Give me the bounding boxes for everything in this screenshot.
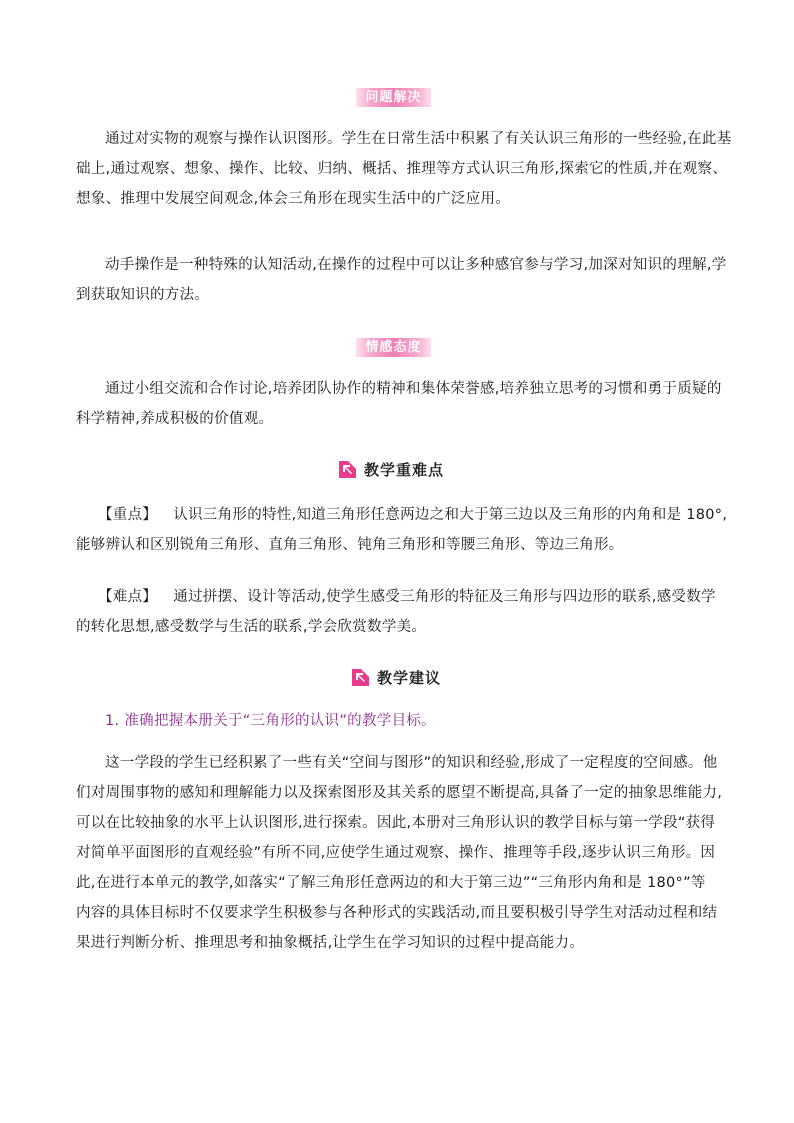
focus-text: 认识三角形的特性,知道三角形任意两边之和大于第三边以及三角形的内角和是 180°,: [173, 507, 728, 523]
heading-key-difficult-points: [339, 458, 444, 480]
subheading-1: 1. 准确把握本册关于“三角形的认识”的教学目标。: [105, 713, 436, 729]
text-line: [76, 582, 724, 612]
text-line: 通过小组交流和合作讨论,培养团队协作的精神和集体荣誉感,培养独立思考的习惯和勇于质疑的: [105, 381, 722, 397]
text-line: 此,在进行本单元的教学,如落实“了解三角形任意两边的和大于第三边”“三角形内角和是 180°”等: [76, 875, 706, 891]
text-line: 内容的具体目标时不仅要求学生积极参与各种形式的实践活动,而且要积极引导学生对活动过程和结: [76, 905, 718, 921]
text-line: 能够辨认和区别锐角三角形、直角三角形、钝角三角形和等腰三角形、等边三角形。: [76, 537, 624, 553]
heading-text: 教学建议: [377, 668, 442, 687]
text-line: 通过对实物的观察与操作认识图形。学生在日常生活中积累了有关认识三角形的一些经验,在此基: [105, 131, 732, 147]
text-line: 想象、推理中发展空间观念,体会三角形在现实生活中的广泛应用。: [76, 191, 511, 207]
text-line: 这一学段的学生已经积累了一些有关“空间与图形”的知识和经验,形成了一定程度的空间感。他: [105, 755, 718, 771]
text-line: 们对周围事物的感知和理解能力以及探索图形及其关系的愿望不断提高,具备了一定的抽象思维能力,: [76, 785, 723, 801]
difficulty-paragraph: [76, 582, 724, 642]
difficulty-text: 通过拼摆、设计等活动,使学生感受三角形的特征及三角形与四边形的联系,感受数学: [173, 589, 716, 605]
text-line: 的转化思想,感受数学与生活的联系,学会欣赏数学美。: [76, 619, 427, 635]
text-line: 果进行判断分析、推理思考和抽象概括,让学生在学习知识的过程中提高能力。: [76, 935, 585, 951]
text-line: 到获取知识的方法。: [76, 287, 210, 303]
focus-paragraph: [76, 500, 728, 560]
pink-corner-icon: [339, 461, 356, 478]
text-line: [76, 500, 728, 530]
pink-corner-icon: [352, 669, 369, 686]
problem-paragraph-2: [76, 250, 727, 310]
text-line: 科学精神,养成积极的价值观。: [76, 411, 274, 427]
text-line: 动手操作是一种特殊的认知活动,在操作的过程中可以让多种感官参与学习,加深对知识的理解,学: [105, 257, 727, 273]
badge-problem-solving: 问题解决: [356, 88, 431, 107]
heading-teaching-advice: [352, 666, 441, 688]
badge-emotion-attitude: 情感态度: [356, 338, 431, 357]
focus-tag: 【重点】: [98, 507, 158, 523]
text-line: 可以在比较抽象的水平上认识图形,进行探索。因此,本册对三角形认识的教学目标与第一学段“获得: [76, 815, 716, 831]
problem-paragraph-1: [76, 124, 732, 214]
heading-text: 教学重难点: [364, 460, 445, 479]
text-line: 对简单平面图形的直观经验”有所不同,应使学生通过观察、操作、推理等手段,逐步认识三角形。因: [76, 845, 716, 861]
advice-paragraph: [76, 748, 724, 958]
emotion-paragraph: [76, 374, 724, 434]
advice-subheading: [76, 706, 724, 736]
difficulty-tag: 【难点】: [98, 589, 158, 605]
text-line: 础上,通过观察、想象、操作、比较、归纳、概括、推理等方式认识三角形,探索它的性质,并在观察、: [76, 161, 728, 177]
